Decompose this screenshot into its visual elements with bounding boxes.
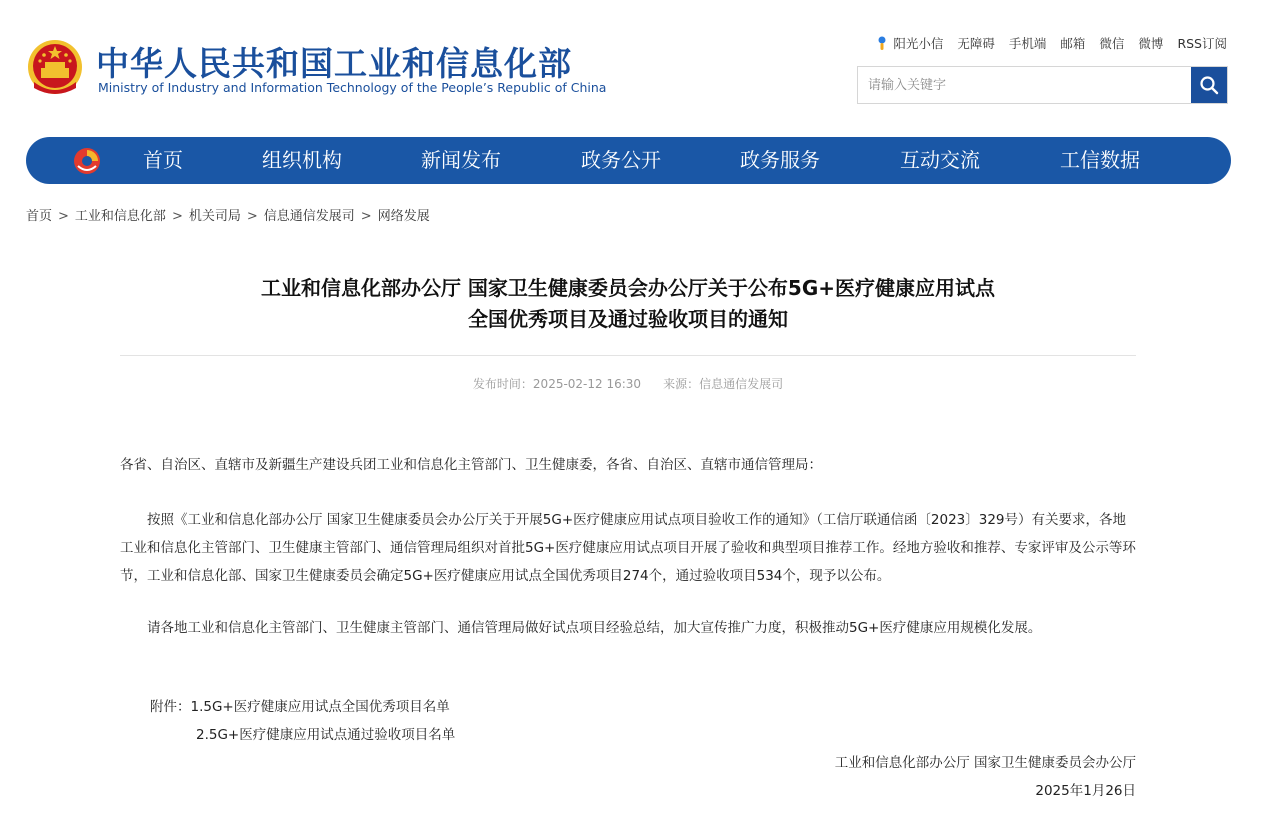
article-title bbox=[120, 273, 1136, 335]
article-title-line2: 全国优秀项目及通过验收项目的通知 bbox=[468, 307, 788, 331]
nav-data[interactable]: 工信数据 bbox=[1060, 148, 1140, 172]
nav-organization[interactable]: 组织机构 bbox=[262, 148, 342, 172]
main-nav bbox=[26, 137, 1231, 184]
article-title-line1: 工业和信息化部办公厅 国家卫生健康委员会办公厅关于公布5G+医疗健康应用试点 bbox=[260, 276, 996, 300]
site-header bbox=[0, 0, 1267, 130]
breadcrumb-departments[interactable]: 机关司局 bbox=[188, 209, 241, 224]
search-box bbox=[857, 66, 1228, 104]
nav-government-services[interactable]: 政务服务 bbox=[740, 148, 820, 172]
signature-date: 2025年1月26日 bbox=[1035, 783, 1136, 799]
nav-government-affairs[interactable]: 政务公开 bbox=[581, 148, 661, 172]
attachment-link-2[interactable]: 2.5G+医疗健康应用试点通过验收项目名单 bbox=[196, 727, 456, 743]
top-link-sunshine[interactable] bbox=[876, 34, 943, 52]
salutation: 各省、自治区、直辖市及新疆生产建设兵团工业和信息化主管部门、卫生健康委，各省、自治区、直辖市通信管理局： bbox=[120, 457, 822, 473]
title-divider bbox=[120, 355, 1136, 356]
top-link-rss[interactable]: RSS订阅 bbox=[1177, 36, 1227, 51]
top-link-sunshine-label: 阳光小信 bbox=[893, 36, 944, 51]
top-links bbox=[876, 34, 1227, 52]
publish-time: 发布时间：2025-02-12 16:30 bbox=[472, 377, 642, 391]
article-source: 来源：信息通信发展司 bbox=[663, 377, 784, 391]
breadcrumb-network[interactable]: 网络发展 bbox=[377, 209, 430, 224]
top-link-mail[interactable]: 邮箱 bbox=[1060, 36, 1086, 51]
top-link-accessibility[interactable]: 无障碍 bbox=[957, 36, 995, 51]
paragraph-1: 按照《工业和信息化部办公厅 国家卫生健康委员会办公厅关于开展5G+医疗健康应用试点项目验收工作的通知》（工信厅联通信函〔2023〕329号）有关要求，各地工业和信息化主管部门、卫生健康主管部门、通信管理局组织对首批5G+医疗健康应用试点项目开展了验收和典型项目推荐工作。经地方验收和推荐、专家评审及公示等环节，工业和信息化部、国家卫生健康委员会确定5G+医疗健康应用试点全国优秀项目274个，通过验收项目534个，现予以公布。 bbox=[120, 512, 1136, 584]
breadcrumb-ict-dept[interactable]: 信息通信发展司 bbox=[263, 209, 355, 224]
top-link-mobile[interactable]: 手机端 bbox=[1008, 36, 1047, 51]
breadcrumb bbox=[26, 205, 430, 224]
breadcrumb-home[interactable]: 首页 bbox=[26, 209, 53, 224]
search-button[interactable] bbox=[1191, 67, 1227, 103]
nav-news[interactable]: 新闻发布 bbox=[421, 148, 501, 172]
breadcrumb-separator: > bbox=[58, 209, 69, 224]
breadcrumb-ministry[interactable]: 工业和信息化部 bbox=[74, 209, 166, 224]
nav-home[interactable]: 首页 bbox=[143, 148, 183, 172]
sunshine-mascot-icon bbox=[876, 36, 888, 50]
ministry-logo-icon bbox=[72, 146, 102, 176]
paragraph-2: 请各地工业和信息化主管部门、卫生健康主管部门、通信管理局做好试点项目经验总结，加大宣传推广力度，积极推动5G+医疗健康应用规模化发展。 bbox=[147, 620, 1042, 636]
national-emblem-icon bbox=[26, 38, 84, 98]
attachment-link-1[interactable]: 附件：1.5G+医疗健康应用试点全国优秀项目名单 bbox=[150, 699, 450, 715]
org-name-cn[interactable]: 中华人民共和国工业和信息化部 bbox=[96, 44, 572, 83]
breadcrumb-separator: > bbox=[246, 209, 258, 224]
top-link-weibo[interactable]: 微博 bbox=[1138, 36, 1164, 51]
breadcrumb-separator: > bbox=[171, 209, 183, 224]
search-icon bbox=[1199, 75, 1219, 95]
top-link-wechat[interactable]: 微信 bbox=[1099, 36, 1125, 51]
signature: 工业和信息化部办公厅 国家卫生健康委员会办公厅 bbox=[834, 755, 1136, 771]
nav-interaction[interactable]: 互动交流 bbox=[900, 148, 980, 172]
breadcrumb-separator: > bbox=[360, 209, 372, 224]
attachments bbox=[150, 693, 455, 749]
org-name-en: Ministry of Industry and Information Technology of the People’s Republic of China bbox=[98, 80, 607, 95]
search-input[interactable] bbox=[858, 67, 1192, 103]
article-meta bbox=[120, 375, 1136, 392]
